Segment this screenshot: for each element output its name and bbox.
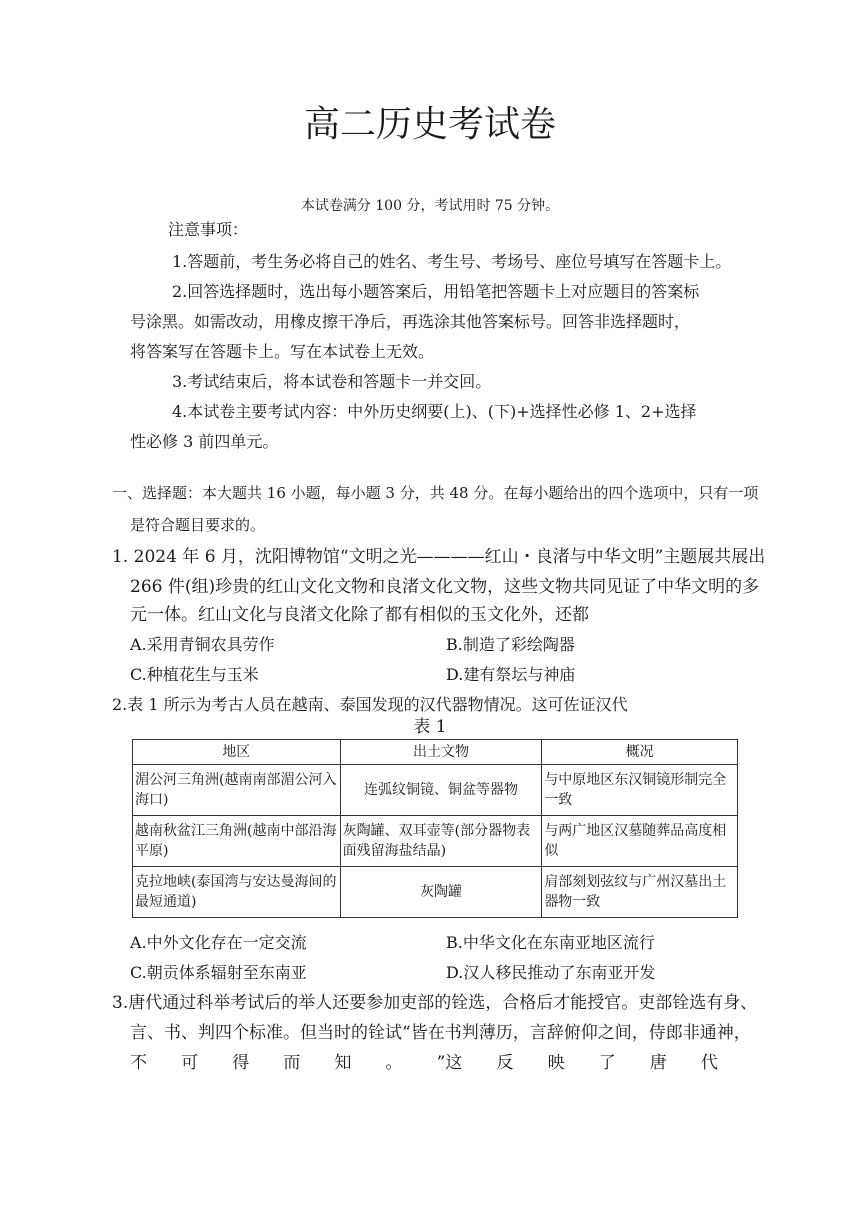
table-header: 地区 bbox=[133, 740, 341, 765]
table-cell: 灰陶罐、双耳壶等(部分器物表面残留海盐结晶) bbox=[340, 816, 542, 867]
justified-char: 不 bbox=[130, 1053, 147, 1073]
justified-char: 知 bbox=[334, 1053, 352, 1073]
relics-table bbox=[132, 739, 738, 918]
justified-char: 代 bbox=[700, 1053, 718, 1073]
justified-char: ”这 bbox=[436, 1053, 463, 1073]
table-caption: 表 1 bbox=[413, 717, 447, 737]
question-2-option-d: D.汉人移民推动了东南亚开发 bbox=[446, 963, 656, 982]
section-instruction: 一、选择题：本大题共 16 小题，每小题 3 分，共 48 分。在每小题给出的四个选项中，只有一项 bbox=[112, 484, 759, 502]
justified-char: 唐 bbox=[649, 1053, 667, 1073]
question-2-stem: 2.表 1 所示为考古人员在越南、泰国发现的汉代器物情况。这可佐证汉代 bbox=[112, 695, 628, 714]
notice-line: 将答案写在答题卡上。写在本试卷上无效。 bbox=[130, 342, 435, 361]
justified-char: 反 bbox=[496, 1053, 514, 1073]
notice-line: 号涂黑。如需改动，用橡皮擦干净后，再选涂其他答案标号。回答非选择题时， bbox=[130, 312, 691, 331]
section-instruction: 是符合题目要求的。 bbox=[130, 516, 266, 534]
table-header-row bbox=[133, 740, 738, 765]
notice-line: 3.考试结束后，将本试卷和答题卡一并交回。 bbox=[172, 372, 492, 391]
justified-char: 得 bbox=[232, 1053, 250, 1073]
justified-char: 了 bbox=[598, 1053, 616, 1073]
table-row bbox=[133, 765, 738, 816]
question-1-stem: 元一体。红山文化与良渚文化除了都有相似的玉文化外，还都 bbox=[130, 605, 589, 625]
table-cell: 与两广地区汉墓随葬品高度相似 bbox=[542, 816, 738, 867]
question-3-stem: 3.唐代通过科举考试后的举人还要参加吏部的铨选，合格后才能授官。吏部铨选有身、 bbox=[112, 993, 758, 1013]
notice-line: 2.回答选择题时，选出每小题答案后，用铅笔把答题卡上对应题目的答案标 bbox=[172, 282, 700, 301]
exam-title: 高二历史考试卷 bbox=[303, 104, 556, 145]
question-1-option-c: C.种植花生与玉米 bbox=[130, 665, 259, 684]
justified-char: 。 bbox=[385, 1053, 403, 1073]
table-cell: 湄公河三角洲(越南南部湄公河入海口) bbox=[133, 765, 341, 816]
question-3-stem-justified bbox=[130, 1052, 718, 1074]
table-cell: 克拉地峡(泰国湾与安达曼海间的最短通道) bbox=[133, 867, 341, 918]
table-row bbox=[133, 867, 738, 918]
table-cell: 与中原地区东汉铜镜形制完全一致 bbox=[542, 765, 738, 816]
table-cell: 灰陶罐 bbox=[340, 867, 542, 918]
justified-char: 可 bbox=[181, 1053, 199, 1073]
justified-char: 映 bbox=[547, 1053, 565, 1073]
question-3-stem: 言、书、判四个标准。但当时的铨试“皆在书判薄历，言辞俯仰之间，侍郎非通神， bbox=[130, 1023, 751, 1043]
table-header: 出土文物 bbox=[340, 740, 542, 765]
table-cell: 肩部刻划弦纹与广州汉墓出土器物一致 bbox=[542, 867, 738, 918]
table-cell: 连弧纹铜镜、铜盆等器物 bbox=[340, 765, 542, 816]
notice-line: 4.本试卷主要考试内容：中外历史纲要(上)、(下)+选择性必修 1、2+选择 bbox=[172, 402, 697, 421]
question-1-option-d: D.建有祭坛与神庙 bbox=[446, 665, 576, 684]
exam-subtitle: 本试卷满分 100 分，考试用时 75 分钟。 bbox=[300, 198, 560, 214]
question-2-option-b: B.中华文化在东南亚地区流行 bbox=[446, 933, 655, 952]
justified-char: 而 bbox=[283, 1053, 301, 1073]
notice-heading: 注意事项： bbox=[168, 220, 249, 239]
table-row bbox=[133, 816, 738, 867]
question-1-stem: 1. 2024 年 6 月，沈阳博物馆“文明之光————红山・良渚与中华文明”主题展共展出 bbox=[112, 547, 766, 567]
question-2-option-c: C.朝贡体系辐射至东南亚 bbox=[130, 963, 307, 982]
question-1-option-a: A.采用青铜农具劳作 bbox=[130, 635, 275, 654]
question-1-stem: 266 件(组)珍贵的红山文化文物和良渚文化文物，这些文物共同见证了中华文明的多 bbox=[130, 577, 760, 597]
table-cell: 越南秋盆江三角洲(越南中部沿海平原) bbox=[133, 816, 341, 867]
table-header: 概况 bbox=[542, 740, 738, 765]
question-1-option-b: B.制造了彩绘陶器 bbox=[446, 635, 575, 654]
question-2-option-a: A.中外文化存在一定交流 bbox=[130, 933, 307, 952]
notice-line: 1.答题前，考生务必将自己的姓名、考生号、考场号、座位号填写在答题卡上。 bbox=[172, 252, 732, 271]
notice-line: 性必修 3 前四单元。 bbox=[130, 432, 279, 451]
